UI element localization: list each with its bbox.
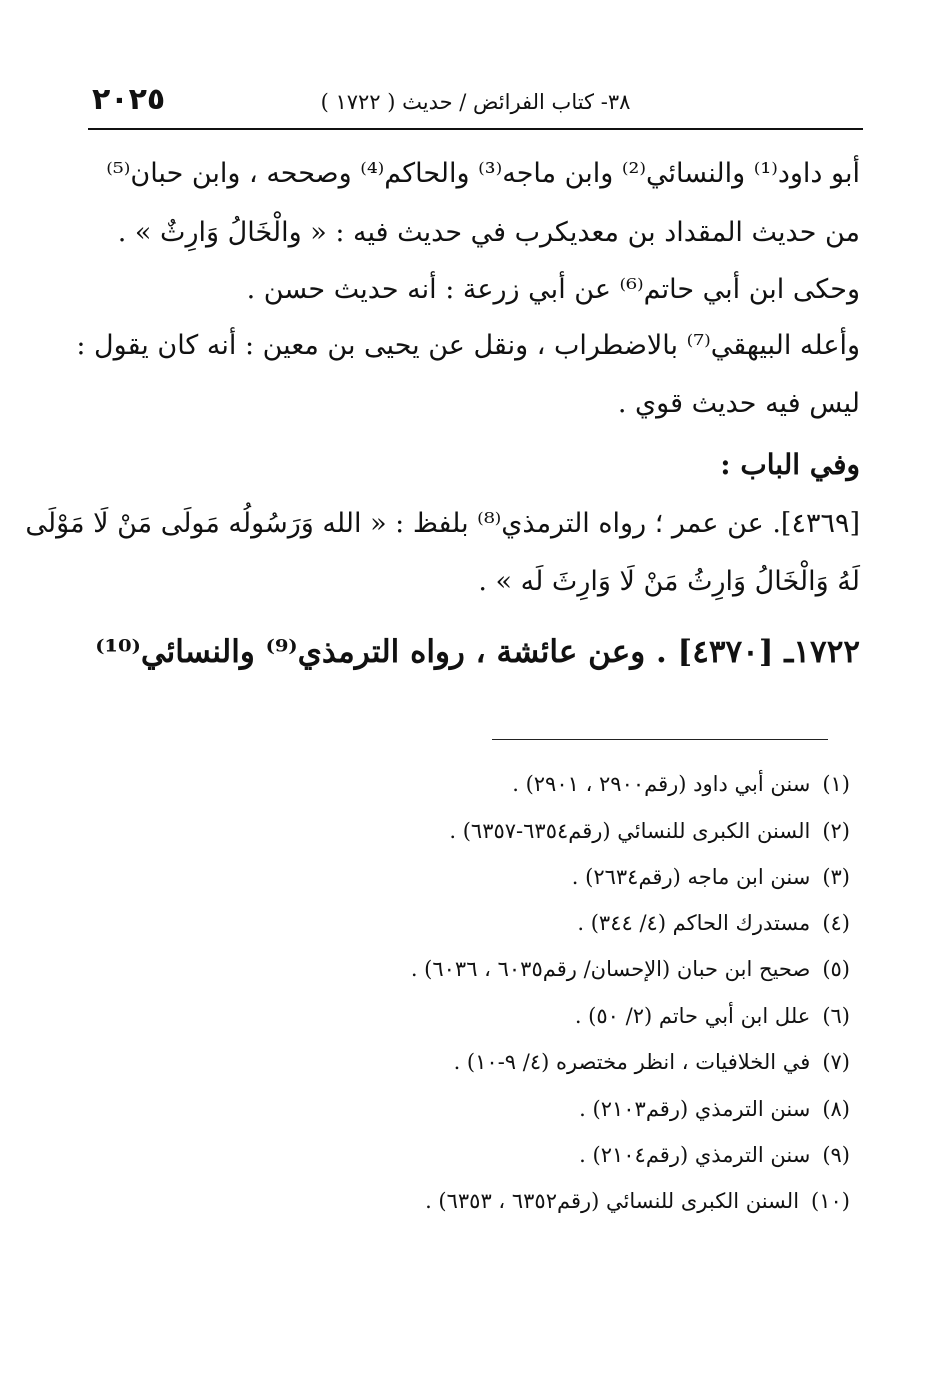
footnote bbox=[84, 1050, 850, 1074]
footnote-number: (٨) bbox=[822, 1097, 850, 1121]
footnote-number: (١٠) bbox=[811, 1189, 850, 1213]
footnote-text: صحيح ابن حبان (الإحسان/ رقم٦٠٣٥ ، ٦٠٣٦) . bbox=[410, 957, 811, 981]
footnote-number: (٦) bbox=[822, 1004, 850, 1028]
footnote bbox=[84, 1143, 850, 1167]
footnote bbox=[84, 1189, 850, 1213]
footnote-number: (١) bbox=[822, 772, 850, 796]
footnote-text: في الخلافيات ، انظر مختصره (٤/ ٩-١٠) . bbox=[453, 1050, 811, 1074]
footnote-number: (٢) bbox=[822, 819, 850, 843]
footnote bbox=[84, 957, 850, 981]
body-line-5: ليس فيه حديث قوي . bbox=[617, 388, 860, 419]
page-number: ٢٠٢٥ bbox=[92, 82, 166, 117]
section-heading: وفي الباب : bbox=[720, 448, 860, 481]
body-line-4: وأعله البيهقي⁽⁷⁾ بالاضطراب ، ونقل عن يحيى بن معين : أنه كان يقول : bbox=[76, 330, 860, 361]
footnote-text: سنن أبي داود (رقم٢٩٠٠ ، ٢٩٠١) . bbox=[512, 772, 811, 796]
footnote-text: سنن الترمذي (رقم٢١٠٤) . bbox=[579, 1143, 811, 1167]
body-line-1: أبو داود⁽¹⁾ والنسائي⁽²⁾ وابن ماجه⁽³⁾ والحاكم⁽⁴⁾ وصححه ، وابن حبان⁽⁵⁾ bbox=[106, 158, 860, 189]
footnote-number: (٣) bbox=[822, 865, 850, 889]
body-line-6: [٤٣٦٩]. عن عمر ؛ رواه الترمذي⁽⁸⁾ بلفظ : « الله وَرَسُولُه مَولَى مَنْ لَا مَوْلَى bbox=[25, 508, 860, 539]
footnote-text: السنن الكبرى للنسائي (رقم٦٣٥٤-٦٣٥٧) . bbox=[449, 819, 811, 843]
footnote bbox=[84, 911, 850, 935]
footnote bbox=[84, 772, 850, 796]
footnote-text: سنن ابن ماجه (رقم٢٦٣٤) . bbox=[571, 865, 811, 889]
footnote bbox=[84, 1097, 850, 1121]
footnote-number: (٩) bbox=[822, 1143, 850, 1167]
body-line-7: لَهُ وَالْخَالُ وَارِثُ مَنْ لَا وَارِثَ لَه » . bbox=[478, 566, 860, 597]
footnote-text: سنن الترمذي (رقم٢١٠٣) . bbox=[579, 1097, 811, 1121]
hadith-entry: ١٧٢٢ـ [٤٣٧٠] . وعن عائشة ، رواه الترمذي⁽⁹⁾ والنسائي⁽¹⁰⁾ bbox=[95, 634, 860, 670]
footnote bbox=[84, 819, 850, 843]
body-line-2: من حديث المقداد بن معديكرب في حديث فيه : « والْخَالُ وَارِثٌ » . bbox=[117, 217, 860, 248]
footnote-rule bbox=[492, 739, 828, 740]
footnote bbox=[84, 865, 850, 889]
running-title: ٣٨- كتاب الفرائض / حديث ( ١٧٢٢ ) bbox=[320, 90, 631, 114]
footnote-text: مستدرك الحاكم (٤/ ٣٤٤) . bbox=[577, 911, 811, 935]
page-header bbox=[88, 82, 863, 126]
footnote-number: (٤) bbox=[822, 911, 850, 935]
footnote-number: (٧) bbox=[822, 1050, 850, 1074]
footnote bbox=[84, 1004, 850, 1028]
footnote-number: (٥) bbox=[822, 957, 850, 981]
header-rule bbox=[88, 128, 863, 130]
body-line-3: وحكى ابن أبي حاتم⁽⁶⁾ عن أبي زرعة : أنه حديث حسن . bbox=[246, 274, 860, 305]
footnote-text: علل ابن أبي حاتم (٢/ ٥٠) . bbox=[574, 1004, 811, 1028]
footnote-text: السنن الكبرى للنسائي (رقم٦٣٥٢ ، ٦٣٥٣) . bbox=[425, 1189, 800, 1213]
